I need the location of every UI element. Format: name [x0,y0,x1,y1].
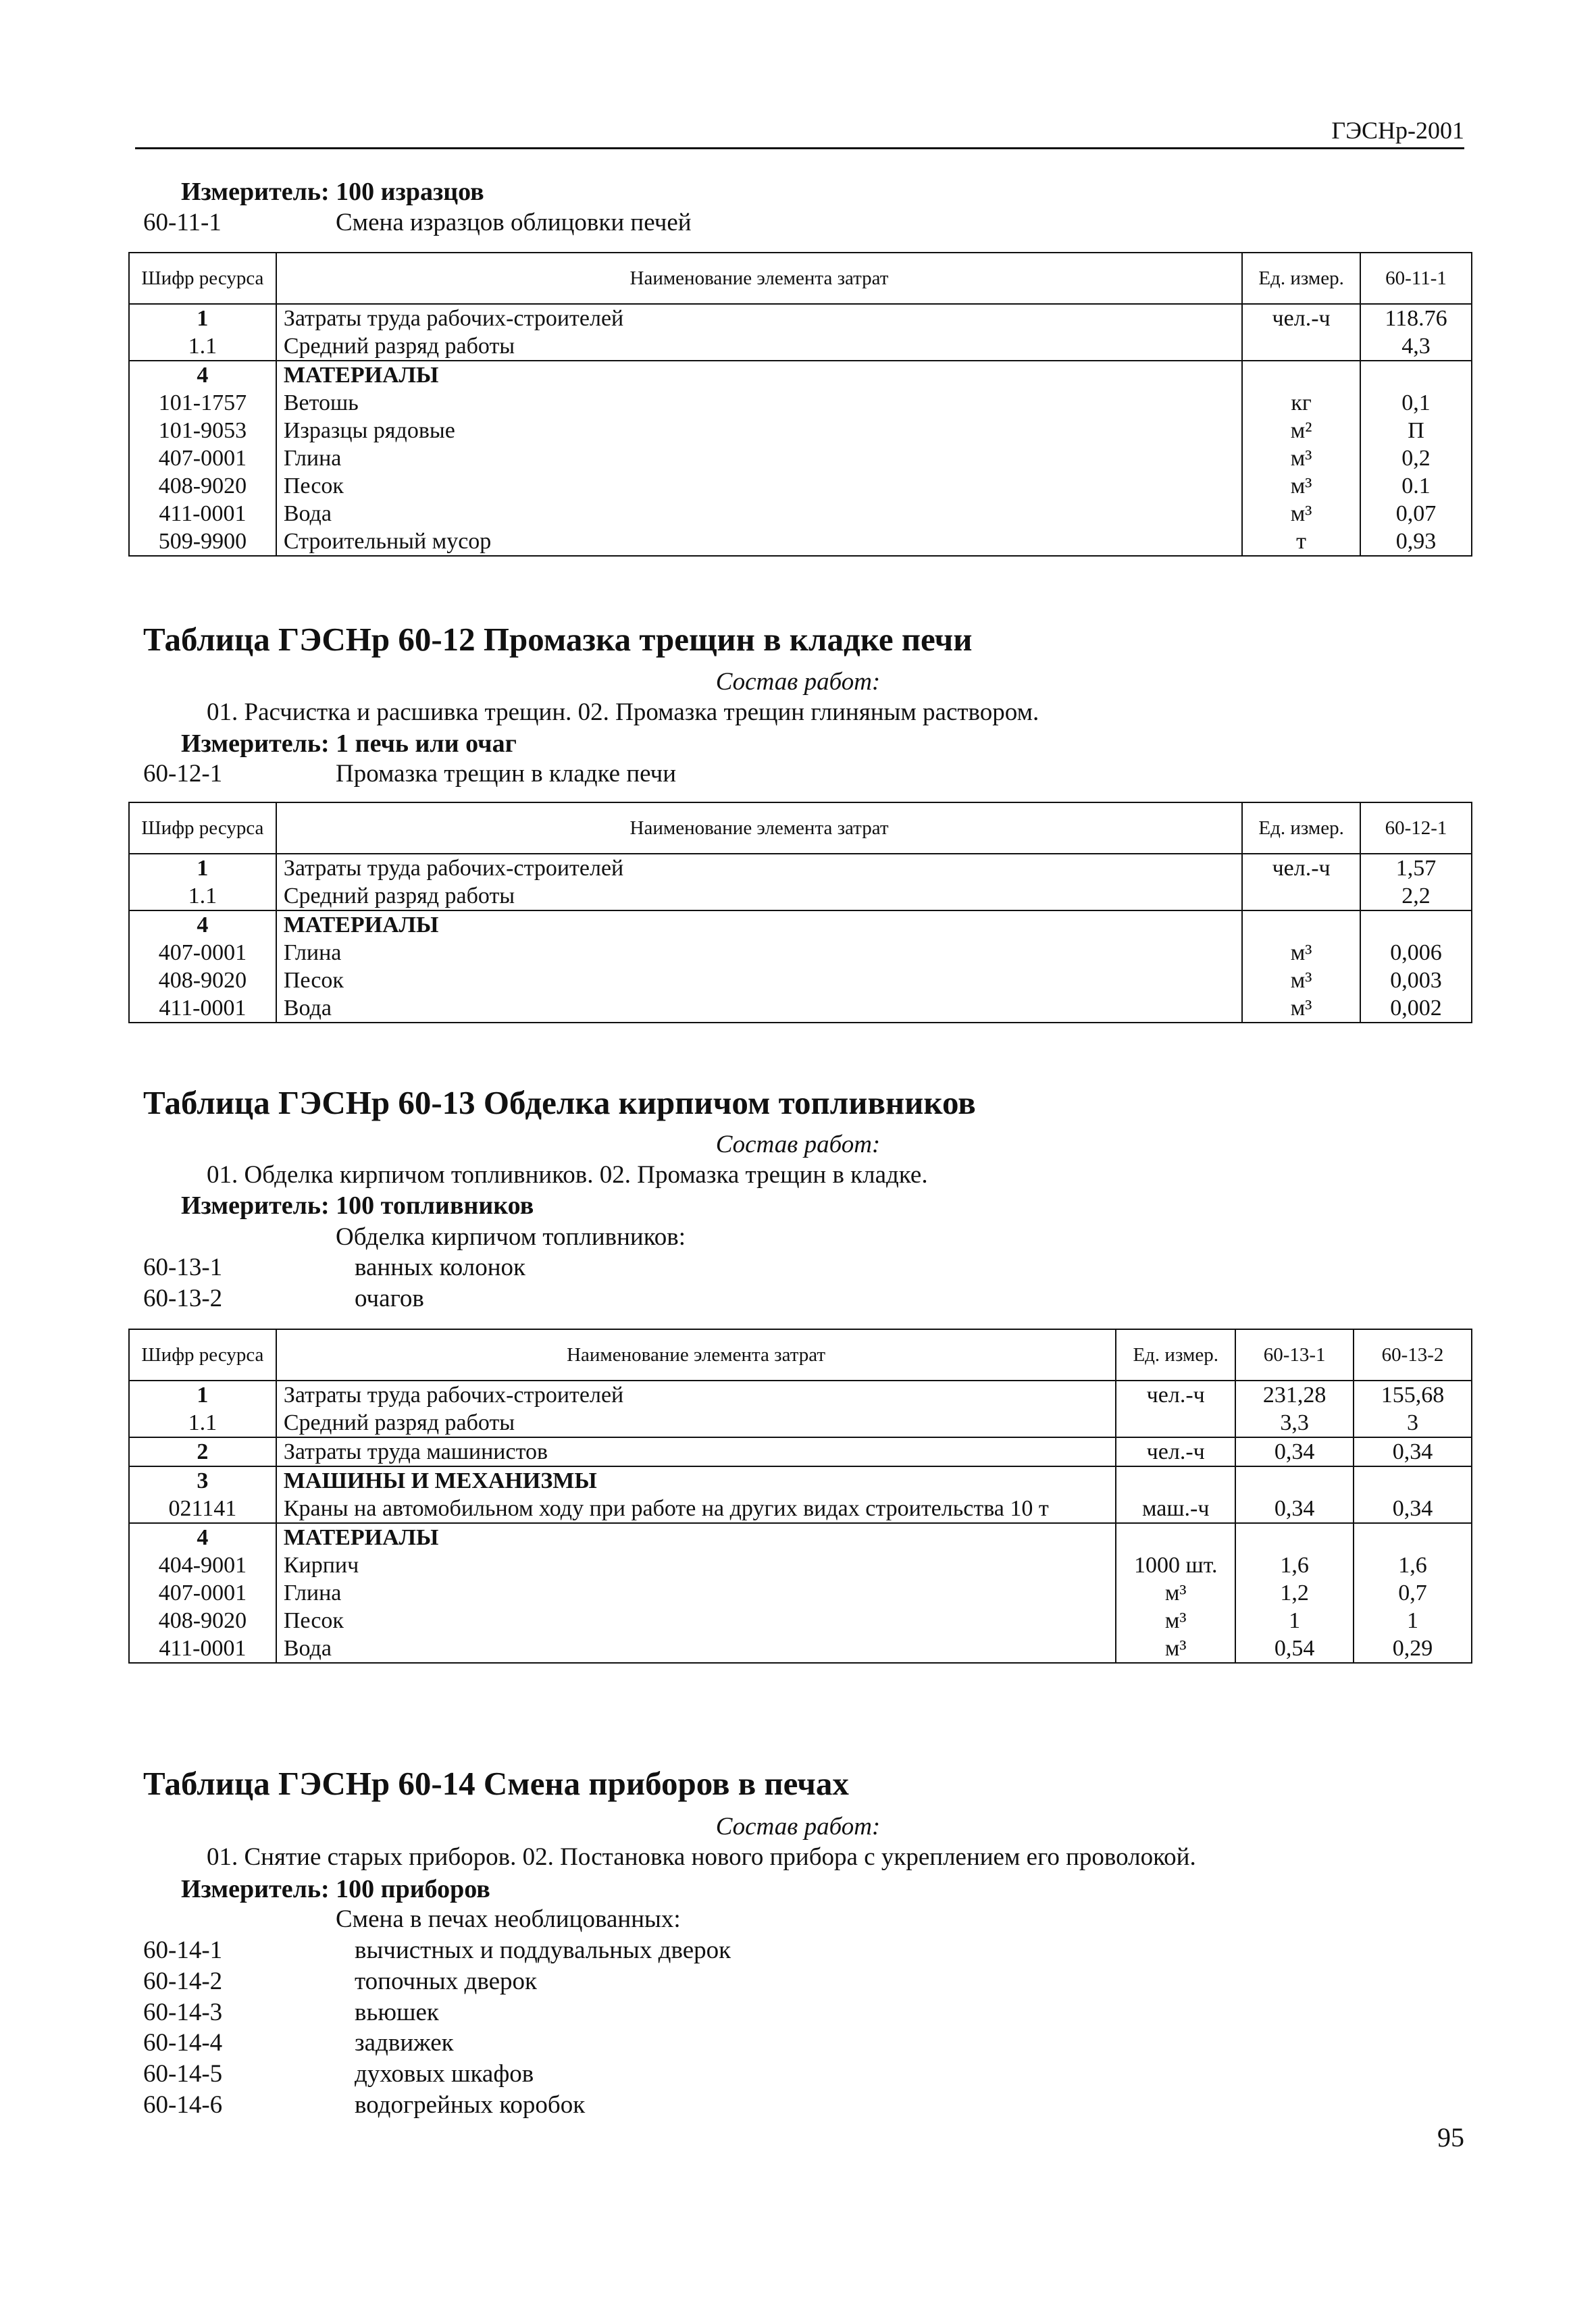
table-row [129,882,1472,910]
cost-element-name: Затраты труда машинистов [276,1437,1116,1466]
page-number: 95 [1437,2122,1464,2153]
table-row [129,500,1472,528]
norm-code: 60-14-5 [143,2060,223,2088]
norm-value: 3,3 [1235,1409,1354,1437]
norm-value: 1,6 [1354,1551,1472,1579]
norm-value: 0,93 [1360,528,1472,556]
cost-element-name: Кирпич [276,1551,1116,1579]
unit: кг [1242,389,1360,417]
norm-value [1360,910,1472,939]
col-header-cipher: Шифр ресурса [129,253,276,304]
norm-value: 0.1 [1360,472,1472,500]
norm-value: 3 [1354,1409,1472,1437]
cost-element-name: Вода [276,994,1242,1023]
col-header-norm: 60-13-2 [1354,1329,1472,1381]
col-header-unit: Ед. измер. [1116,1329,1235,1381]
resource-cipher: 509-9900 [129,528,276,556]
table-60-13 [128,1329,1472,1664]
table-row [129,389,1472,417]
unit: м³ [1242,967,1360,994]
table-row [129,1437,1472,1466]
unit [1116,1409,1235,1437]
norm-name: Промазка трещин в кладке печи [336,760,677,788]
norm-value: 0,34 [1354,1495,1472,1523]
work-composition-label: Состав работ: [715,1813,881,1841]
norm-group: Смена в печах необлицованных: [336,1905,681,1933]
unit [1242,361,1360,389]
unit: м³ [1242,939,1360,967]
table-60-12 [128,802,1472,1023]
table-row [129,1523,1472,1551]
col-header-cipher: Шифр ресурса [129,1329,276,1381]
work-composition: 01. Обделка кирпичом топливников. 02. Промазка трещин в кладке. [207,1161,928,1189]
col-header-norm: 60-12-1 [1360,802,1472,854]
table-row [129,417,1472,444]
col-header-name: Наименование элемента затрат [276,253,1242,304]
unit [1242,882,1360,910]
work-composition-label: Состав работ: [715,668,881,696]
norm-code: 60-11-1 [143,209,222,236]
resource-cipher: 1.1 [129,332,276,361]
norm-name: Смена изразцов облицовки печей [336,209,692,236]
table-row [129,1409,1472,1437]
col-header-name: Наименование элемента затрат [276,1329,1116,1381]
table-60-11 [128,252,1472,557]
cost-element-name: Краны на автомобильном ходу при работе на других видах строительства 10 т [276,1495,1116,1523]
resource-cipher: 407-0001 [129,444,276,472]
norm-value: 2,2 [1360,882,1472,910]
cost-element-name: Средний разряд работы [276,882,1242,910]
header-rule [135,147,1464,149]
col-header-norm: 60-13-1 [1235,1329,1354,1381]
resource-cipher: 408-9020 [129,967,276,994]
table-row [129,910,1472,939]
norm-code: 60-12-1 [143,760,223,788]
unit [1242,332,1360,361]
resource-cipher: 4 [129,1523,276,1551]
resource-cipher: 3 [129,1466,276,1495]
norm-value: 0,002 [1360,994,1472,1023]
norm-value [1360,361,1472,389]
norm-value: 155,68 [1354,1381,1472,1409]
measure-60-12: Измеритель: 1 печь или очаг [181,729,517,758]
norm-value [1354,1466,1472,1495]
col-header-cipher: Шифр ресурса [129,802,276,854]
table-row [129,1635,1472,1663]
resource-cipher: 021141 [129,1495,276,1523]
unit: м³ [1116,1607,1235,1635]
resource-cipher: 1 [129,854,276,882]
resource-cipher: 407-0001 [129,1579,276,1607]
unit: м³ [1242,500,1360,528]
measure-60-13: Измеритель: 100 топливников [181,1191,534,1220]
cost-element-name: Затраты труда рабочих-строителей [276,1381,1116,1409]
norm-value: 0,2 [1360,444,1472,472]
resource-cipher: 101-9053 [129,417,276,444]
cost-element-name: Затраты труда рабочих-строителей [276,854,1242,882]
norm-name: очагов [355,1285,424,1312]
norm-value: 0,54 [1235,1635,1354,1663]
table-row [129,939,1472,967]
norm-value: 0,34 [1354,1437,1472,1466]
cost-element-name: МАШИНЫ И МЕХАНИЗМЫ [276,1466,1116,1495]
cost-element-name: Глина [276,1579,1116,1607]
norm-code: 60-14-4 [143,2029,223,2057]
unit [1116,1466,1235,1495]
norm-name: топочных дверок [355,1967,538,1995]
table-row [129,528,1472,556]
resource-cipher: 2 [129,1437,276,1466]
resource-cipher: 411-0001 [129,500,276,528]
norm-code: 60-13-1 [143,1254,223,1281]
resource-cipher: 1 [129,304,276,332]
resource-cipher: 407-0001 [129,939,276,967]
col-header-name: Наименование элемента затрат [276,802,1242,854]
unit: т [1242,528,1360,556]
unit: 1000 шт. [1116,1551,1235,1579]
table-row [129,332,1472,361]
table-row [129,361,1472,389]
norm-name: духовых шкафов [355,2060,534,2088]
unit: м³ [1116,1635,1235,1663]
cost-element-name: Средний разряд работы [276,332,1242,361]
norm-code: 60-14-3 [143,1998,223,2026]
col-header-norm: 60-11-1 [1360,253,1472,304]
norm-value: 1,57 [1360,854,1472,882]
resource-cipher: 411-0001 [129,1635,276,1663]
table-row [129,1381,1472,1409]
norm-value: 0,07 [1360,500,1472,528]
table-row [129,304,1472,332]
norm-code: 60-14-2 [143,1967,223,1995]
table-row [129,967,1472,994]
norm-value: 1,6 [1235,1551,1354,1579]
unit [1242,910,1360,939]
unit: чел.-ч [1116,1381,1235,1409]
col-header-unit: Ед. измер. [1242,802,1360,854]
table-row [129,472,1472,500]
cost-element-name: Средний разряд работы [276,1409,1116,1437]
resource-cipher: 408-9020 [129,1607,276,1635]
resource-cipher: 408-9020 [129,472,276,500]
work-composition-label: Состав работ: [715,1131,881,1158]
table-row [129,1551,1472,1579]
norm-value: 1,2 [1235,1579,1354,1607]
norm-name: ванных колонок [355,1254,525,1281]
resource-cipher: 4 [129,910,276,939]
unit: м³ [1116,1579,1235,1607]
table-row [129,1607,1472,1635]
resource-cipher: 4 [129,361,276,389]
norm-value: 0,34 [1235,1437,1354,1466]
table-title-60-14: Таблица ГЭСНр 60-14 Смена приборов в печах [143,1765,849,1802]
norm-value: П [1360,417,1472,444]
measure-60-14: Измеритель: 100 приборов [181,1875,490,1903]
table-row [129,854,1472,882]
cost-element-name: Строительный мусор [276,528,1242,556]
cost-element-name: Песок [276,967,1242,994]
norm-value: 0,29 [1354,1635,1472,1663]
norm-value: 0,1 [1360,389,1472,417]
col-header-unit: Ед. измер. [1242,253,1360,304]
unit: маш.-ч [1116,1495,1235,1523]
norm-value [1354,1523,1472,1551]
document-code: ГЭСНр-2001 [1331,117,1464,144]
unit: м³ [1242,994,1360,1023]
cost-element-name: Ветошь [276,389,1242,417]
norm-value [1235,1466,1354,1495]
table-row [129,1495,1472,1523]
norm-value: 0,003 [1360,967,1472,994]
table-title-60-13: Таблица ГЭСНр 60-13 Обделка кирпичом топливников [143,1084,976,1121]
measure-60-11: Измеритель: 100 изразцов [181,178,484,206]
resource-cipher: 1.1 [129,882,276,910]
resource-cipher: 1.1 [129,1409,276,1437]
cost-element-name: МАТЕРИАЛЫ [276,1523,1116,1551]
cost-element-name: МАТЕРИАЛЫ [276,910,1242,939]
cost-element-name: Изразцы рядовые [276,417,1242,444]
table-row [129,1466,1472,1495]
unit: м² [1242,417,1360,444]
cost-element-name: Вода [276,1635,1116,1663]
work-composition: 01. Снятие старых приборов. 02. Постановка нового прибора с укреплением его проволокой. [207,1843,1196,1871]
cost-element-name: Затраты труда рабочих-строителей [276,304,1242,332]
norm-code: 60-14-6 [143,2091,223,2119]
resource-cipher: 101-1757 [129,389,276,417]
norm-value: 0,006 [1360,939,1472,967]
unit: чел.-ч [1242,854,1360,882]
unit: м³ [1242,444,1360,472]
unit: чел.-ч [1242,304,1360,332]
norm-name: вьюшек [355,1998,439,2026]
norm-name: вычистных и поддувальных дверок [355,1936,731,1964]
norm-value: 4,3 [1360,332,1472,361]
unit: чел.-ч [1116,1437,1235,1466]
table-row [129,994,1472,1023]
norm-value: 1 [1354,1607,1472,1635]
norm-group: Обделка кирпичом топливников: [336,1223,686,1251]
norm-value: 0,7 [1354,1579,1472,1607]
resource-cipher: 404-9001 [129,1551,276,1579]
norm-value: 231,28 [1235,1381,1354,1409]
cost-element-name: МАТЕРИАЛЫ [276,361,1242,389]
cost-element-name: Песок [276,1607,1116,1635]
norm-value: 118.76 [1360,304,1472,332]
table-row [129,1579,1472,1607]
cost-element-name: Глина [276,444,1242,472]
resource-cipher: 1 [129,1381,276,1409]
norm-value [1235,1523,1354,1551]
unit: м³ [1242,472,1360,500]
norm-value: 1 [1235,1607,1354,1635]
cost-element-name: Вода [276,500,1242,528]
table-title-60-12: Таблица ГЭСНр 60-12 Промазка трещин в кладке печи [143,621,973,658]
cost-element-name: Песок [276,472,1242,500]
table-row [129,444,1472,472]
cost-element-name: Глина [276,939,1242,967]
resource-cipher: 411-0001 [129,994,276,1023]
norm-value: 0,34 [1235,1495,1354,1523]
unit [1116,1523,1235,1551]
norm-code: 60-14-1 [143,1936,223,1964]
norm-name: задвижек [355,2029,454,2057]
norm-name: водогрейных коробок [355,2091,586,2119]
work-composition: 01. Расчистка и расшивка трещин. 02. Промазка трещин глиняным раствором. [207,698,1039,726]
norm-code: 60-13-2 [143,1285,223,1312]
